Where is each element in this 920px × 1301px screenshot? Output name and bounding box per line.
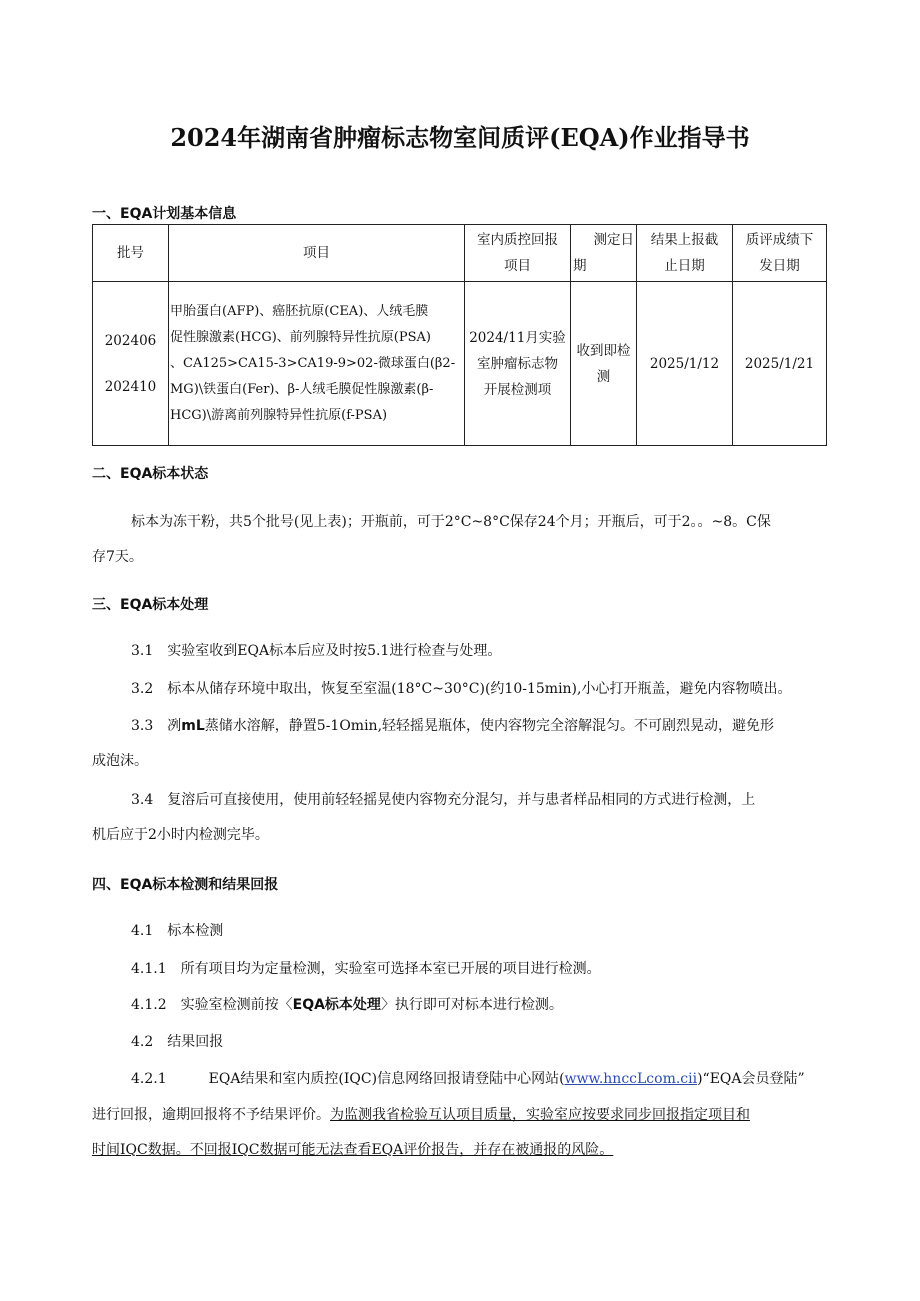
cell-test-date: 收到即检 测 — [571, 282, 637, 446]
header-test-date: 测定日 期 — [571, 225, 637, 282]
header-batch: 批号 — [93, 225, 169, 282]
paragraph-3-2: 3.2 标本从储存环境中取出，恢复至室温(18°C~30°C)(约10-15min),小心打开瓶盖，避免内容物喷出。 — [131, 681, 792, 697]
section-heading-eqa-plan: 一、EQA计划基本信息 — [92, 206, 237, 222]
section-heading-detection-report: 四、EQA标本检测和结果回报 — [92, 877, 279, 893]
paragraph-4-2-1-line2: 进行回报，逾期回报将不予结果评价。为监测我省检验互认项目质量，实验室应按要求同步回报指定项目和 — [92, 1107, 750, 1123]
center-website-link[interactable]: www.hnccLcom.cii — [564, 1071, 698, 1087]
paragraph-4-1-1: 4.1.1 所有项目均为定量检测，实验室可选择本室已开展的项目进行检测。 — [131, 961, 601, 977]
paragraph-3-3: 3.3 冽mL蒸储水溶解，静置5-1Omin,轻轻摇晃瓶体，使内容物完全溶解混匀。不可剧烈晃动，避免形 — [131, 718, 775, 734]
paragraph-4-1-2: 4.1.2 实验室检测前按〈EQA标本处理〉执行即可对标本进行检测。 — [131, 997, 563, 1013]
section-heading-sample-state: 二、EQA标本状态 — [92, 466, 209, 482]
cell-batches: 202406 202410 — [93, 282, 169, 446]
paragraph-4-2: 4.2 结果回报 — [131, 1034, 224, 1050]
cell-items: 甲胎蛋白(AFP)、癌胚抗原(CEA)、人绒毛膜 促性腺激素(HCG)、前列腺特异性抗原(PSA) 、CA125>CA15-3>CA19-9>02-微球蛋白(β2- MG)\铁蛋白(Fer)、β-人绒毛膜促性腺激素(β- HCG)\游离前列腺特异性抗原(f-PSA) — [169, 282, 465, 446]
paragraph-3-3-cont: 成泡沫。 — [92, 753, 148, 769]
section-heading-sample-handling: 三、EQA标本处理 — [92, 597, 209, 613]
table-header-row — [93, 225, 827, 282]
header-deadline: 结果上报截 止日期 — [637, 225, 733, 282]
header-iqc: 室内质控回报 项目 — [465, 225, 571, 282]
header-publish: 质评成绩下 发日期 — [733, 225, 827, 282]
paragraph-3-1: 3.1 实验室收到EQA标本后应及时按5.1进行检查与处理。 — [131, 643, 502, 659]
paragraph-4-2-1-line3: 时间IQC数据。不回报IQC数据可能无法查看EQA评价报告，并存在被通报的风险。 — [92, 1142, 614, 1158]
paragraph-4-1: 4.1 标本检测 — [131, 923, 224, 939]
paragraph-3-4-cont: 机后应于2小时内检测完毕。 — [92, 827, 269, 843]
paragraph-3-4: 3.4 复溶后可直接使用，使用前轻轻摇晃使内容物充分混匀，并与患者样品相同的方式进行检测，上 — [131, 792, 756, 808]
document-title: 2024年湖南省肿瘤标志物室间质评(EQA)作业指导书 — [170, 123, 750, 152]
table-row — [93, 282, 827, 446]
sample-state-line-2: 存7天。 — [92, 549, 143, 565]
cell-publish: 2025/1/21 — [733, 282, 827, 446]
cell-deadline: 2025/1/12 — [637, 282, 733, 446]
sample-state-line-1: 标本为冻干粉，共5个批号(见上表)；开瓶前，可于2°C~8°C保存24个月；开瓶后，可于2。。~8。C保 — [131, 514, 771, 530]
cell-iqc: 2024/11月实验 室肿瘤标志物 开展检测项 — [465, 282, 571, 446]
header-item: 项目 — [169, 225, 465, 282]
eqa-plan-table — [92, 224, 827, 446]
paragraph-4-2-1: 4.2.1 EQA结果和室内质控(IQC)信息网络回报请登陆中心网站(www.hnccLcom.cii)“EQA会员登陆” — [131, 1071, 805, 1087]
